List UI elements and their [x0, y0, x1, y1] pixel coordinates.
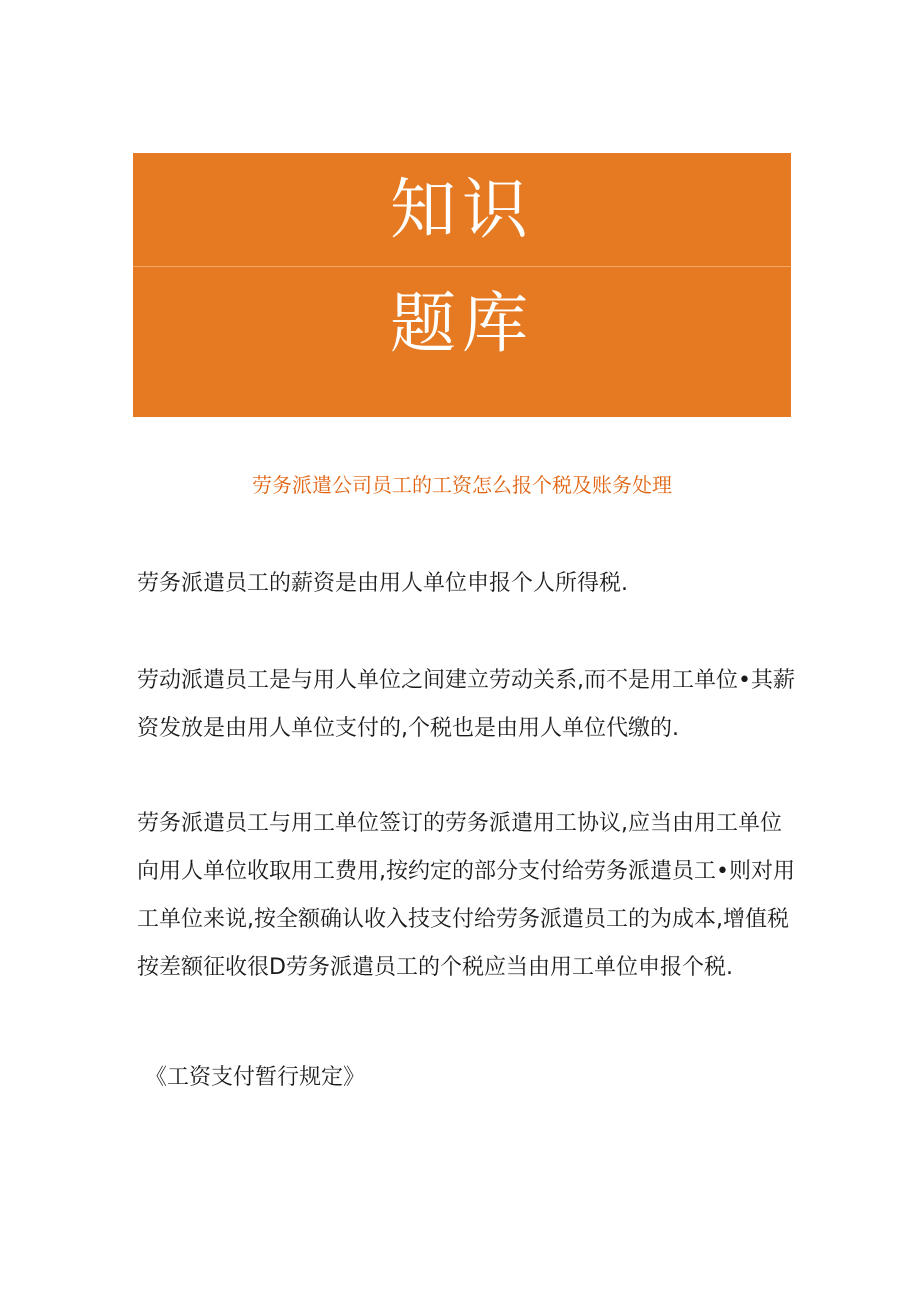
knowledge-base-banner: [133, 153, 791, 417]
paragraph-2: [137, 657, 797, 753]
paragraph-line: 按差额征收很D劳务派遣员工的个税应当由用工单位申报个税.: [137, 955, 733, 980]
paragraph-line: 向用人单位收取用工费用,按约定的部分支付给劳务派遣员工•则对用: [137, 859, 795, 884]
banner-title-line-1: 知识: [390, 171, 534, 248]
paragraph-line: 劳动派遣员工是与用人单位之间建立劳动关系,而不是用工单位•其薪: [137, 668, 795, 693]
paragraph-line: 工单位来说,按全额确认收入技支付给劳务派遣员工的为成本,增值税: [137, 907, 789, 932]
banner-divider: [133, 266, 791, 267]
paragraph-line: 资发放是由用人单位支付的,个税也是由用人单位代缴的.: [137, 716, 679, 741]
document-title: 劳务派遣公司员工的工资怎么报个税及账务处理: [252, 473, 672, 497]
paragraph-line: 劳务派遣员工与用工单位签订的劳务派遣用工协议,应当由用工单位: [137, 811, 782, 836]
regulation-reference: 《工资支付暂行规定》: [145, 1065, 366, 1090]
paragraph-1: [137, 560, 797, 608]
paragraph-line: 劳务派遣员工的薪资是由用人单位申报个人所得税.: [137, 571, 628, 596]
banner-title-line-2: 题库: [390, 285, 534, 362]
paragraph-3: [137, 800, 797, 992]
